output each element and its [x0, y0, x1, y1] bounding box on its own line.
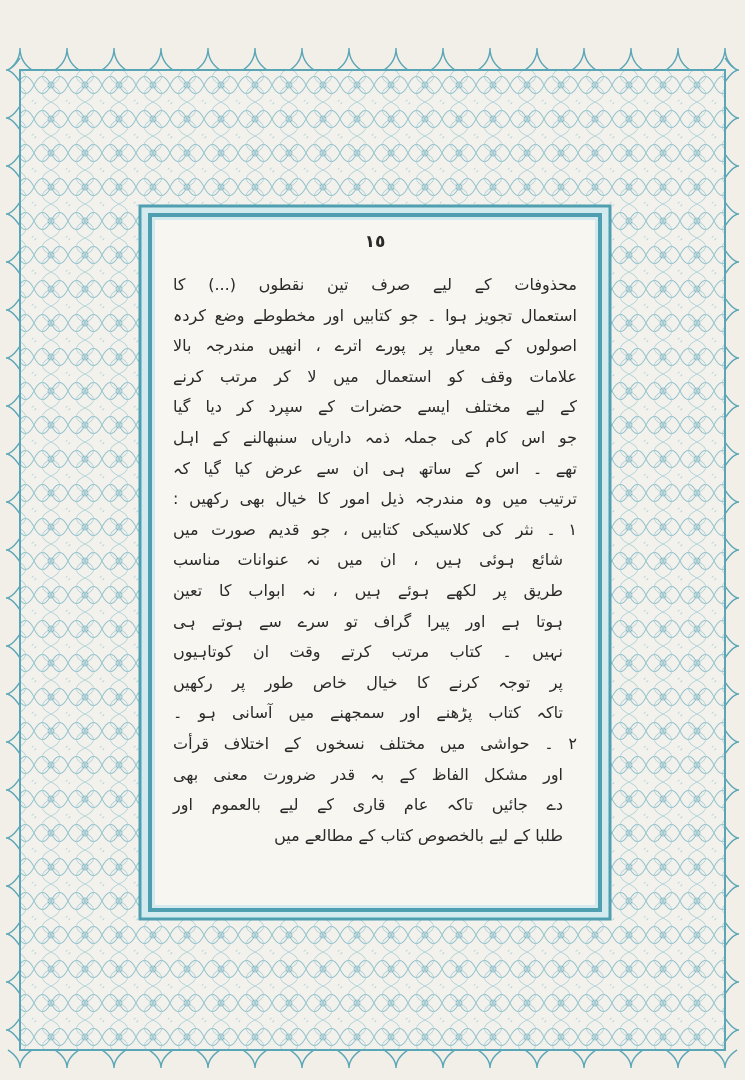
border-finial: [55, 48, 79, 70]
border-finial: [6, 634, 20, 658]
border-finial: [6, 202, 20, 226]
text-line: ترتیب میں وہ مندرجہ ذیل امور کا خیال بھی رکھیں :: [173, 489, 577, 509]
border-finial: [725, 538, 739, 562]
border-finial: [243, 48, 267, 70]
border-finial: [525, 48, 549, 70]
border-finial: [6, 298, 20, 322]
text-line: اصولوں کے معیار پر پورے اترے ، انھیں مندرجہ بالا: [173, 336, 577, 356]
border-finial: [725, 826, 739, 850]
border-finial: [102, 1050, 126, 1068]
text-line: ہوتا ہے اور پیرا گراف تو سرے سے ہوتے ہی: [173, 611, 563, 631]
border-finial: [725, 394, 739, 418]
border-finial: [725, 58, 739, 82]
border-finial: [666, 48, 690, 70]
text-line: محذوفات کے لیے صرف تین نقطوں (...) کا: [173, 275, 577, 294]
border-finial: [725, 634, 739, 658]
border-finial: [243, 1050, 267, 1068]
border-finial: [6, 826, 20, 850]
border-finial: [525, 1050, 549, 1068]
border-finial: [725, 682, 739, 706]
border-finial: [6, 970, 20, 994]
text-line: ٢ ۔ حواشی میں مختلف نسخوں کے اختلاف قرأت: [173, 733, 577, 753]
border-finial: [725, 250, 739, 274]
border-finial: [431, 48, 455, 70]
text-line: طریق پر لکھے ہوئے ہیں ، نہ ابواب کا تعین: [173, 580, 563, 600]
border-finial: [6, 442, 20, 466]
border-finial: [572, 48, 596, 70]
border-finial: [619, 48, 643, 70]
border-finial: [196, 1050, 220, 1068]
border-finial: [725, 202, 739, 226]
border-finial: [6, 778, 20, 802]
border-finial: [725, 106, 739, 130]
border-finial: [196, 48, 220, 70]
border-finial: [6, 538, 20, 562]
page-number: ١٥: [364, 232, 386, 252]
text-line: استعمال تجویز ہوا ۔ جو کتابیں اور مخطوطے وضع کردہ: [173, 305, 577, 325]
border-finial: [8, 1050, 32, 1068]
border-finial: [290, 48, 314, 70]
text-line: ١ ۔ نثر کی کلاسیکی کتابیں ، جو قدیم صورت میں: [173, 519, 577, 539]
border-finial: [6, 250, 20, 274]
border-finial: [6, 58, 20, 82]
border-finial: [725, 922, 739, 946]
text-line: دے جائیں تاکہ عام قاری کے لیے بالعموم اور: [173, 795, 563, 815]
text-line: نہیں ۔ کتاب مرتب کرتے وقت ان کوتاہیوں: [173, 642, 563, 662]
border-finial: [713, 1050, 737, 1068]
body-text: [173, 270, 577, 851]
border-finial: [384, 48, 408, 70]
border-finial: [337, 1050, 361, 1068]
border-finial: [6, 730, 20, 754]
border-finial: [290, 1050, 314, 1068]
border-finial: [6, 1018, 20, 1042]
border-finial: [725, 586, 739, 610]
text-line: اور مشکل الفاظ کے بہ قدر ضرورت معنی بھی: [173, 764, 563, 784]
border-finial: [725, 154, 739, 178]
border-finial: [337, 48, 361, 70]
text-line: کے لیے مختلف ایسے حضرات کے سپرد کر دیا گیا: [173, 397, 577, 417]
border-finial: [725, 298, 739, 322]
border-finial: [725, 490, 739, 514]
border-finial: [431, 1050, 455, 1068]
border-finial: [572, 1050, 596, 1068]
border-finial: [6, 490, 20, 514]
border-finial: [478, 1050, 502, 1068]
border-finial: [6, 394, 20, 418]
border-finial: [149, 48, 173, 70]
text-line: تھے ۔ اس کے ساتھ ہی ان سے عرض کیا گیا کہ: [173, 458, 577, 478]
border-finial: [384, 1050, 408, 1068]
border-finial: [6, 874, 20, 898]
border-finial: [725, 730, 739, 754]
border-finial: [478, 48, 502, 70]
border-finial: [666, 1050, 690, 1068]
border-finial: [149, 1050, 173, 1068]
border-finial: [6, 682, 20, 706]
border-finial: [55, 1050, 79, 1068]
text-line: پر توجہ کرنے کا خیال خاص طور پر رکھیں: [173, 672, 563, 692]
text-line: شائع ہوئی ہیں ، ان میں نہ عنوانات مناسب: [173, 550, 563, 570]
text-panel: [155, 220, 595, 905]
border-finial: [725, 1018, 739, 1042]
border-finial: [725, 970, 739, 994]
border-finial: [6, 586, 20, 610]
border-finial: [725, 874, 739, 898]
border-finial: [6, 346, 20, 370]
border-finial: [102, 48, 126, 70]
border-finial: [6, 154, 20, 178]
text-line: علامات وقف کو استعمال میں لا کر مرتب کرنے: [173, 366, 577, 386]
border-finial: [725, 442, 739, 466]
text-line: جو اس کام کی جملہ ذمہ داریاں سنبھالنے کے اہل: [173, 427, 577, 447]
border-finial: [725, 778, 739, 802]
text-line: تاکہ کتاب پڑھنے اور سمجھنے میں آسانی ہو ۔: [173, 703, 563, 723]
text-line: طلبا کے لیے بالخصوص کتاب کے مطالعے میں: [274, 825, 563, 845]
border-finial: [6, 106, 20, 130]
border-finial: [725, 346, 739, 370]
border-finial: [619, 1050, 643, 1068]
border-finial: [6, 922, 20, 946]
